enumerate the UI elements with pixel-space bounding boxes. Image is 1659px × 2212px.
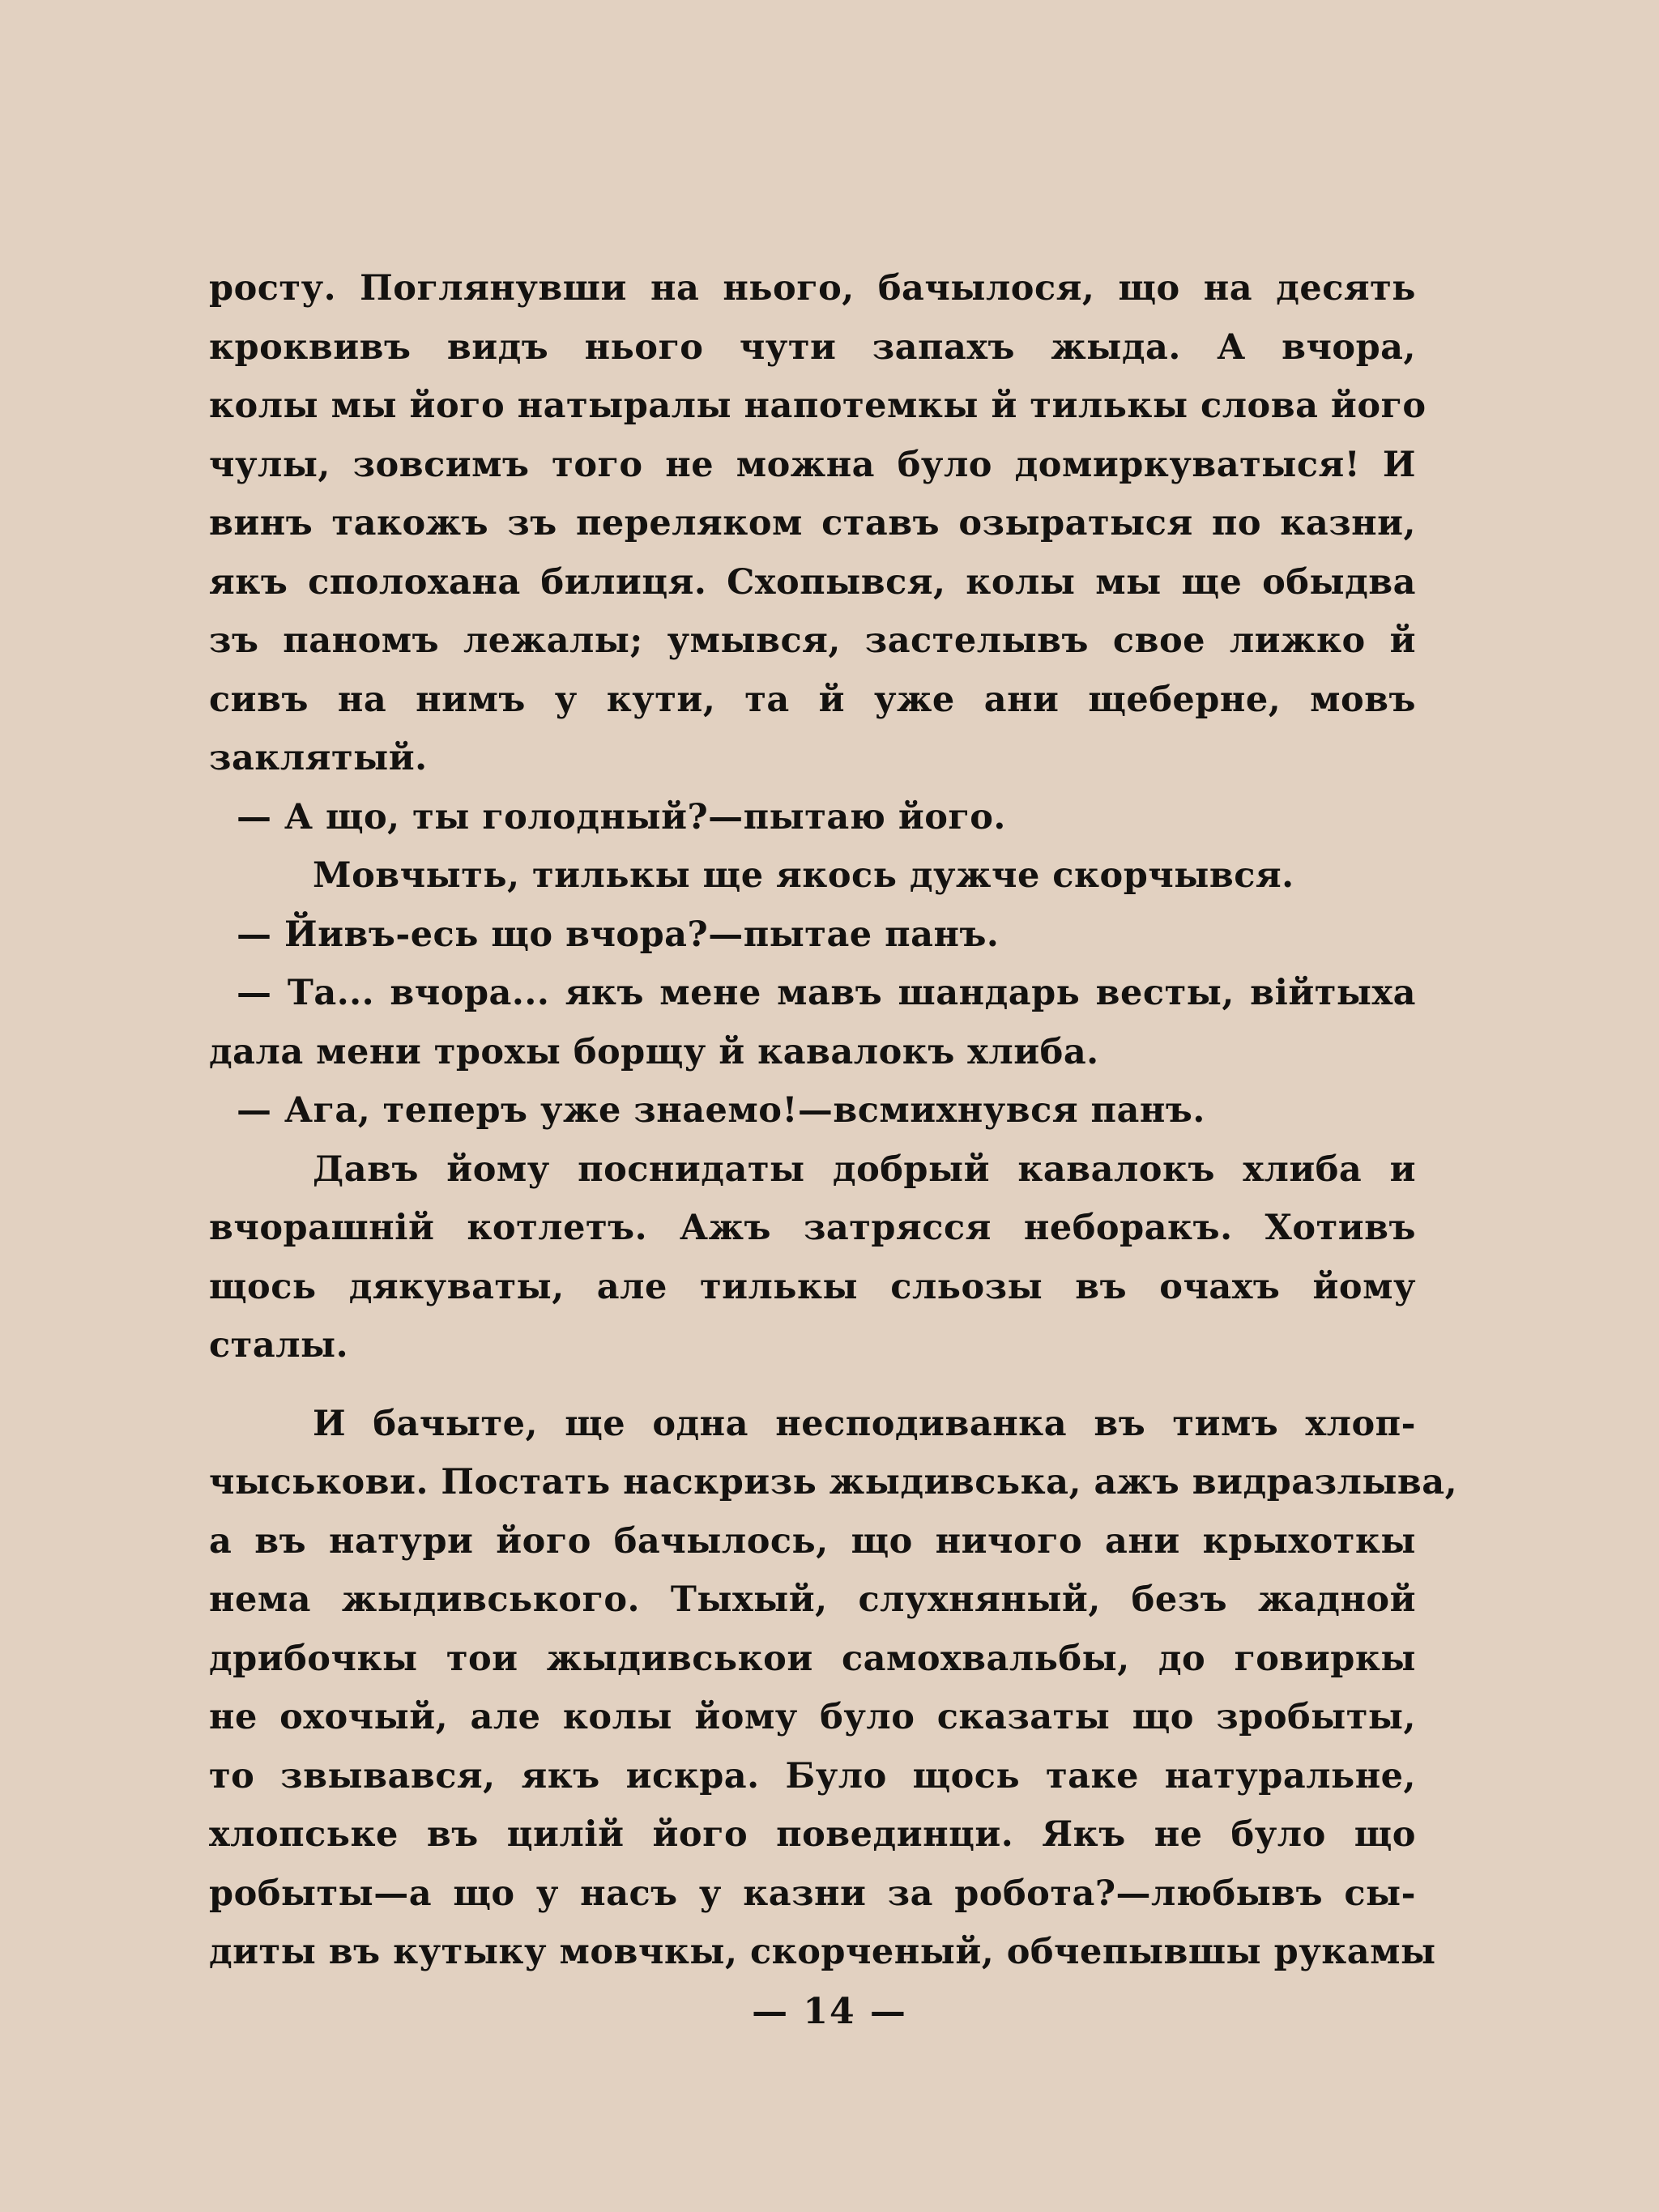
text-line: винъ такожъ зъ переляком ставъ озыратыся по казни, [209, 503, 1416, 543]
text-line: сталы. [209, 1325, 349, 1366]
text-line: Давъ йому поснидаты добрый кавалокъ хлиба и [313, 1149, 1416, 1190]
text-line: дала мени трохы борщу й кавалокъ хлиба. [209, 1031, 1099, 1072]
text-line: то звывався, якъ искра. Було щось таке натуральне, [209, 1755, 1416, 1796]
text-line: нема жыдивського. Тыхый, слухняный, безъ жадной [209, 1579, 1416, 1620]
text-line: не охочый, але колы йому було сказаты що зробыты, [209, 1697, 1416, 1737]
text-line: Мовчыть, тилькы ще якось дужче скорчывся. [313, 855, 1294, 896]
text-line: росту. Поглянувши на нього, бачылося, що на десять [209, 268, 1416, 309]
text-line: робыты—а що у насъ у казни за робота?—любывъ сы- [209, 1873, 1416, 1914]
page-text [209, 259, 1458, 1982]
text-line: зъ паномъ лежалы; умывся, застелывъ свое лижко й [209, 620, 1416, 661]
paragraph-gap [209, 1375, 1416, 1395]
dialogue-line: — Та... вчора... якъ мене мавъ шандарь весты, війтыха [237, 973, 1416, 1013]
text-line: чыськови. Постать наскризь жыдивська, ажъ видразлыва, [209, 1462, 1458, 1502]
text-line: кроквивъ видъ нього чути запахъ жыда. А вчора, [209, 326, 1416, 368]
page-number: — 14 — [752, 1991, 907, 2032]
text-line: колы мы його натыралы напотемкы й тилькы слова його [209, 386, 1427, 426]
text-line: щось дякуваты, але тилькы сльозы въ очахъ йому [209, 1266, 1416, 1307]
text-line: а въ натури його бачылось, що ничого ани крыхоткы [209, 1520, 1416, 1562]
text-line: дрибочкы тои жыдивськои самохвальбы, до говиркы [209, 1638, 1416, 1679]
text-line: заклятый. [209, 738, 428, 778]
dialogue-line: — А що, ты голодный?—пытаю його. [237, 796, 1006, 837]
text-line: вчорашній котлетъ. Ажъ затрясся неборакъ. Хотивъ [209, 1208, 1416, 1248]
text-line: якъ сполохана билиця. Схопывся, колы мы ще обыдва [209, 561, 1416, 603]
text-line: хлопське въ цилій його повединци. Якъ не було що [209, 1814, 1416, 1855]
dialogue-line: — Йивъ-есь що вчора?—пытае панъ. [237, 914, 1000, 955]
text-line: сивъ на нимъ у кути, та й уже ани щеберне, мовъ [209, 679, 1416, 720]
text-line: И бачыте, ще одна несподиванка въ тимъ хлоп- [313, 1403, 1416, 1444]
text-line: чулы, зовсимъ того не можна було домиркуватыся! И [209, 444, 1416, 485]
dialogue-line: — Ага, теперъ уже знаемо!—всмихнувся панъ. [237, 1090, 1205, 1131]
text-line: диты въ кутыку мовчкы, скорченый, обчепывшы рукамы [209, 1932, 1436, 1972]
